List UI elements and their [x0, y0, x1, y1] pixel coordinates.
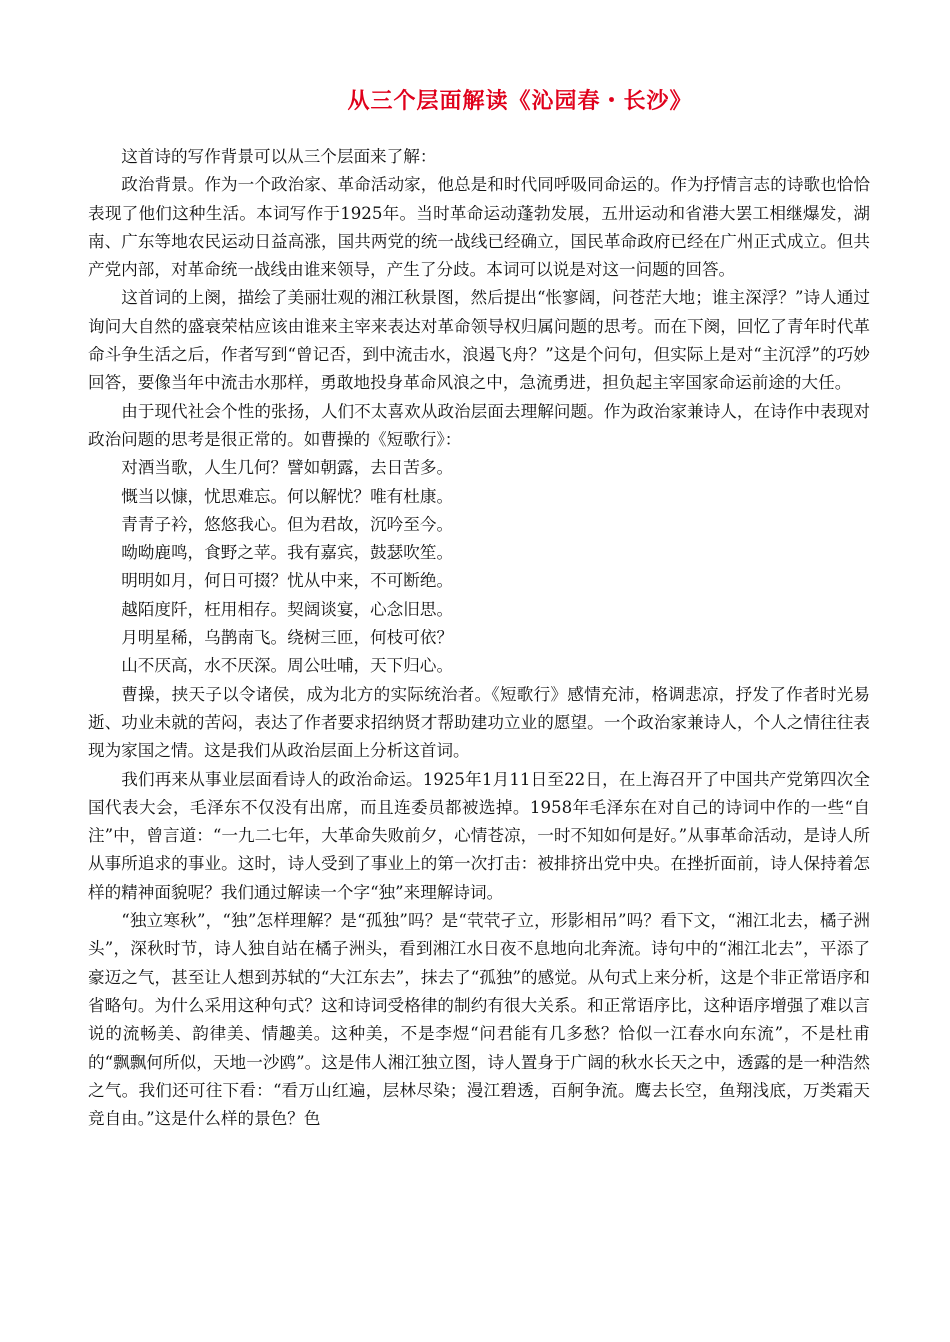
poem-line: 呦呦鹿鸣，食野之苹。我有嘉宾，鼓瑟吹笙。 — [121, 543, 454, 563]
poem-line: 对酒当歌，人生几何？譬如朝露，去日苦多。 — [121, 458, 454, 478]
poem-duan-ge-xing — [88, 454, 870, 680]
poem-line: 青青子衿，悠悠我心。但为君故，沉吟至今。 — [121, 514, 454, 534]
poem-line: 山不厌高，水不厌深。周公吐哺，天下归心。 — [121, 656, 454, 676]
poem-line: 月明星稀，乌鹊南飞。绕树三匝，何枝可依？ — [121, 628, 454, 648]
poem-line: 慨当以慷，忧思难忘。何以解忧？唯有杜康。 — [121, 486, 454, 506]
paragraph-career-level: 我们再来从事业层面看诗人的政治命运。1925年1月11日至22日，在上海召开了中国共产党第四次全国代表大会，毛泽东不仅没有出席，而且连委员都被选掉。1958年毛泽东在对自己的诗词中作的一些“自注”中，曾言道：“一九二七年，大革命失败前夕，心情苍凉，一时不知如何是好。”从事革命活动，是诗人所从事所追求的事业。这时，诗人受到了事业上的第一次打击：被排挤出党中央。在挫折面前，诗人保持着怎样的精神面貌呢？我们通过解读一个字“独”来理解诗词。 — [88, 769, 870, 902]
article-body — [88, 143, 870, 1133]
paragraph-cao-cao-intro: 由于现代社会个性的张扬，人们不太喜欢从政治层面去理解问题。作为政治家兼诗人，在诗作中表现对政治问题的思考是很正常的。如曹操的《短歌行》： — [88, 401, 870, 449]
paragraph-upper-lower-stanza: 这首词的上阕，描绘了美丽壮观的湘江秋景图，然后提出“怅寥阔，问苍茫大地；谁主深浮？”诗人通过询问大自然的盛衰荣枯应该由谁来主宰来表达对革命领导权归属问题的思考。而在下阕，回忆了青年时代革命斗争生活之后，作者写到“曾记否，到中流击水，浪遏飞舟？”这是个问句，但实际上是对“主沉浮”的巧妙回答，要像当年中流击水那样，勇敢地投身革命风浪之中，急流勇进，担负起主宰国家命运前途的大任。 — [88, 288, 870, 393]
poem-line: 明明如月，何日可掇？忧从中来，不可断绝。 — [121, 571, 454, 591]
paragraph-intro: 这首诗的写作背景可以从三个层面来了解： — [121, 147, 437, 166]
paragraph-cao-cao-analysis: 曹操，挟天子以令诸侯，成为北方的实际统治者。《短歌行》感情充沛，格调悲凉，抒发了作者时光易逝、功业未就的苦闷，表达了作者要求招纳贤才帮助建功立业的愿望。一个政治家兼诗人，个人之情往往表现为家国之情。这是我们从政治层面上分析这首词。 — [88, 684, 870, 761]
paragraph-du-analysis: “独立寒秋”，“独”怎样理解？是“孤独”吗？是“茕茕孑立，形影相吊”吗？看下文，“湘江北去，橘子洲头”，深秋时节，诗人独自站在橘子洲头，看到湘江水日夜不息地向北奔流。诗句中的“湘江北去”，平添了豪迈之气，甚至让人想到苏轼的“大江东去”，抹去了“孤独”的感觉。从句式上来分析，这是个非正常语序和省略句。为什么采用这种句式？这和诗词受格律的制约有很大关系。和正常语序比，这种语序增强了难以言说的流畅美、韵律美、情趣美。这种美，不是李煜“问君能有几多愁？恰似一江春水向东流”，不是杜甫的“飘飘何所似，天地一沙鸥”。这是伟人湘江独立图，诗人置身于广阔的秋水长天之中，透露的是一种浩然之气。我们还可往下看：“看万山红遍，层林尽染；漫江碧透，百舸争流。鹰去长空，鱼翔浅底，万类霜天竞自由。”这是什么样的景色？色 — [88, 911, 870, 1129]
poem-line: 越陌度阡，枉用相存。契阔谈宴，心念旧思。 — [121, 599, 454, 619]
page-title: 从三个层面解读《沁园春・长沙》 — [347, 88, 693, 114]
paragraph-political-background: 政治背景。作为一个政治家、革命活动家，他总是和时代同呼吸同命运的。作为抒情言志的诗歌也恰恰表现了他们这种生活。本词写作于1925年。当时革命运动蓬勃发展，五卅运动和省港大罢工相继爆发，湖南、广东等地农民运动日益高涨，国共两党的统一战线已经确立，国民革命政府已经在广州正式成立。但共产党内部，对革命统一战线由谁来领导，产生了分歧。本词可以说是对这一问题的回答。 — [88, 175, 870, 280]
